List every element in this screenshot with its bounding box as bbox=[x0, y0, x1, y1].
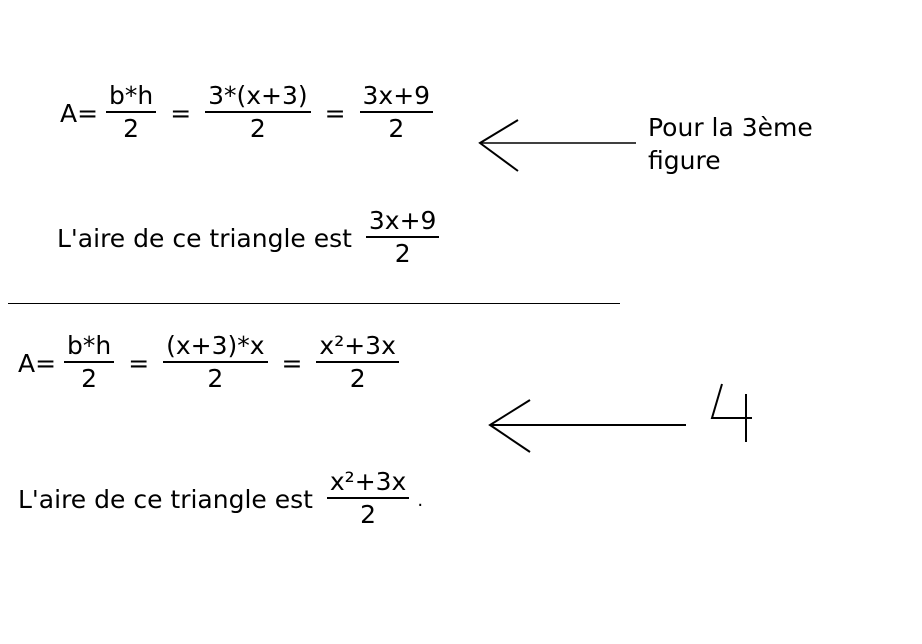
conclusion-1-fraction bbox=[366, 207, 440, 269]
annotation-symbol-four bbox=[710, 382, 770, 446]
equation-1-equals-1: = bbox=[170, 98, 192, 128]
equation-2-fraction-2 bbox=[163, 332, 267, 394]
annotation-text-1-line1: Pour la 3ème bbox=[648, 113, 813, 142]
conclusion-2-fraction-numerator: x²+3x bbox=[327, 468, 409, 499]
equation-1-fraction-2-numerator: 3*(x+3) bbox=[205, 82, 311, 113]
equation-2-fraction-3-denominator: 2 bbox=[349, 363, 366, 393]
equation-2-fraction-3-numerator: x²+3x bbox=[316, 332, 398, 363]
annotation-arrow-1 bbox=[478, 118, 638, 178]
equation-2-equals-2: = bbox=[281, 348, 303, 378]
equation-2-fraction-3 bbox=[316, 332, 398, 394]
equation-2-fraction-1 bbox=[64, 332, 114, 394]
annotation-arrow-2 bbox=[488, 398, 688, 454]
conclusion-1-fraction-numerator: 3x+9 bbox=[366, 207, 440, 238]
equation-1-fraction-2-denominator: 2 bbox=[249, 113, 266, 143]
conclusion-2-text: L'aire de ce triangle est bbox=[18, 484, 313, 514]
equation-line-2 bbox=[18, 332, 399, 394]
equation-2-equals-1: = bbox=[128, 348, 150, 378]
equation-1-fraction-3 bbox=[360, 82, 434, 144]
equation-2-fraction-2-denominator: 2 bbox=[207, 363, 224, 393]
conclusion-1-text: L'aire de ce triangle est bbox=[57, 223, 352, 253]
equation-1-fraction-2 bbox=[205, 82, 311, 144]
equation-2-fraction-2-numerator: (x+3)*x bbox=[163, 332, 267, 363]
equation-1-fraction-3-denominator: 2 bbox=[388, 113, 405, 143]
conclusion-line-2 bbox=[18, 468, 423, 530]
equation-line-1 bbox=[60, 82, 433, 144]
conclusion-1-fraction-denominator: 2 bbox=[394, 238, 411, 268]
conclusion-2-trailing-mark: . bbox=[417, 490, 424, 511]
conclusion-line-1 bbox=[57, 207, 439, 269]
horizontal-rule bbox=[8, 303, 620, 304]
equation-1-fraction-1-denominator: 2 bbox=[123, 113, 140, 143]
equation-1-lead: A= bbox=[60, 98, 99, 128]
annotation-text-1 bbox=[648, 112, 813, 177]
equation-2-fraction-1-numerator: b*h bbox=[64, 332, 114, 363]
equation-1-equals-2: = bbox=[324, 98, 346, 128]
equation-2-lead: A= bbox=[18, 348, 57, 378]
conclusion-2-fraction-denominator: 2 bbox=[360, 499, 377, 529]
equation-1-fraction-1 bbox=[106, 82, 156, 144]
annotation-text-1-line2: figure bbox=[648, 145, 721, 175]
conclusion-2-fraction bbox=[327, 468, 409, 530]
equation-1-fraction-1-numerator: b*h bbox=[106, 82, 156, 113]
equation-1-fraction-3-numerator: 3x+9 bbox=[360, 82, 434, 113]
equation-2-fraction-1-denominator: 2 bbox=[81, 363, 98, 393]
